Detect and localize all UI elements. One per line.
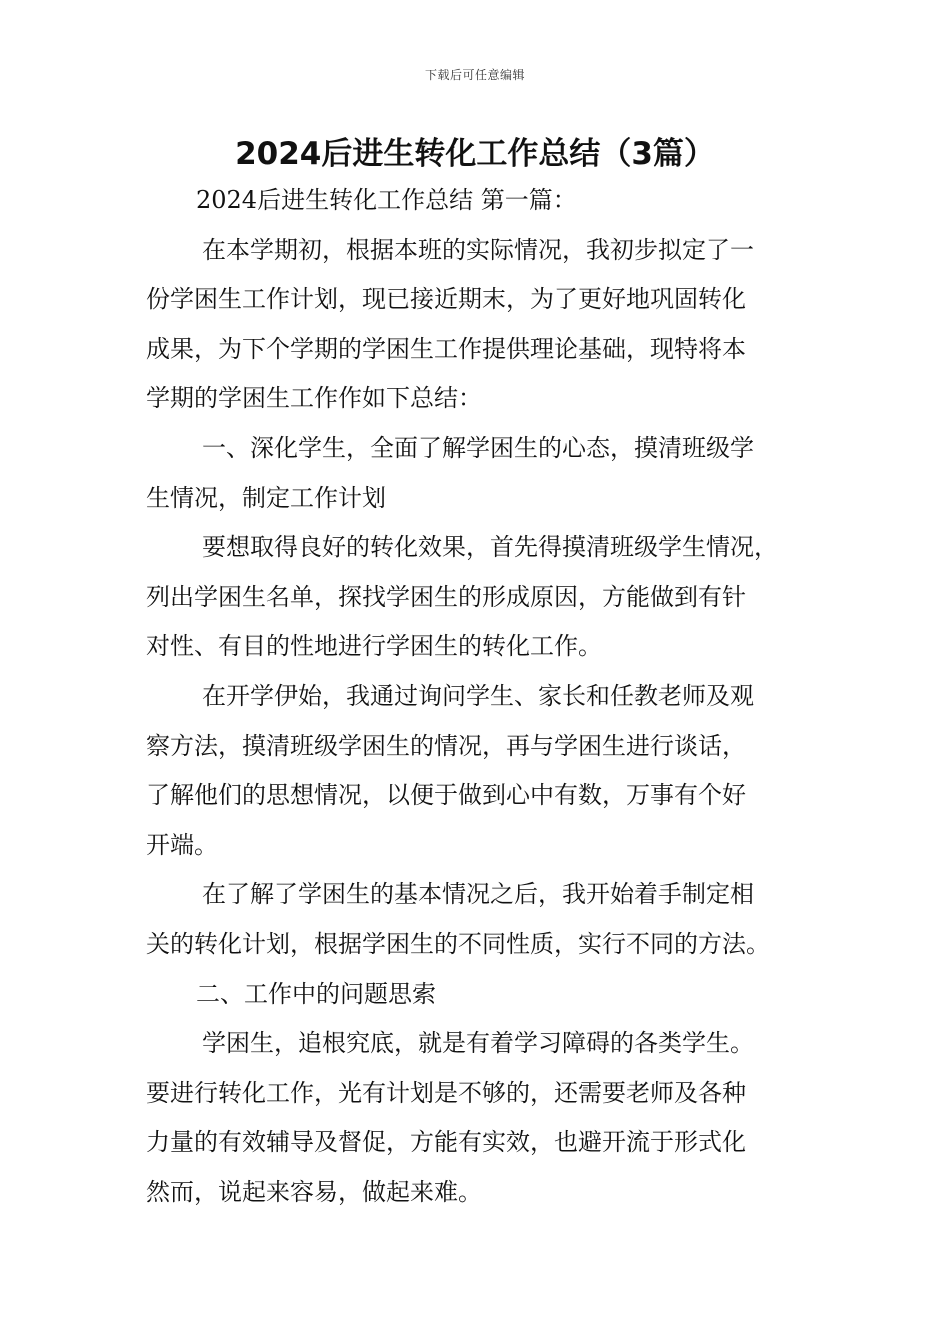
paragraph-line: 在开学伊始，我通过询问学生、家长和任教老师及观 — [202, 681, 754, 710]
document-title: 2024后进生转化工作总结（3篇） — [235, 136, 715, 172]
paragraph-line: 学困生，追根究底，就是有着学习障碍的各类学生。 — [202, 1029, 754, 1058]
paragraph-line: 力量的有效辅导及督促，方能有实效，也避开流于形式化 — [146, 1128, 746, 1157]
paragraph-line: 份学困生工作计划，现已接近期末，为了更好地巩固转化 — [146, 285, 746, 314]
section-heading: 生情况，制定工作计划 — [146, 483, 386, 512]
paragraph-line: 关的转化计划，根据学困生的不同性质，实行不同的方法。 — [146, 929, 770, 958]
paragraph-line: 对性、有目的性地进行学困生的转化工作。 — [146, 632, 602, 661]
paragraph-line: 要想取得良好的转化效果，首先得摸清班级学生情况， — [202, 533, 778, 562]
paragraph-line: 然而，说起来容易，做起来难。 — [146, 1177, 482, 1206]
paragraph-line: 成果，为下个学期的学困生工作提供理论基础，现特将本 — [146, 334, 746, 363]
document-body — [146, 176, 811, 1217]
paragraph-line: 察方法，摸清班级学困生的情况，再与学困生进行谈话， — [146, 731, 746, 760]
section-subtitle: 2024后进生转化工作总结 第一篇： — [196, 186, 577, 214]
paragraph-line: 学期的学困生工作作如下总结： — [146, 384, 482, 413]
paragraph-line: 在了解了学困生的基本情况之后，我开始着手制定相 — [202, 880, 754, 909]
paragraph-line: 列出学困生名单，探找学困生的形成原因，方能做到有针 — [146, 582, 746, 611]
section-heading: 二、工作中的问题思索 — [196, 979, 436, 1008]
header-note: 下载后可任意编辑 — [424, 68, 525, 82]
paragraph-line: 在本学期初，根据本班的实际情况，我初步拟定了一 — [202, 235, 754, 264]
paragraph-line: 开端。 — [146, 830, 218, 859]
section-heading: 一、深化学生，全面了解学困生的心态，摸清班级学 — [202, 433, 754, 462]
paragraph-line: 了解他们的思想情况，以便于做到心中有数，万事有个好 — [146, 781, 746, 810]
paragraph-line: 要进行转化工作，光有计划是不够的，还需要老师及各种 — [146, 1078, 746, 1107]
